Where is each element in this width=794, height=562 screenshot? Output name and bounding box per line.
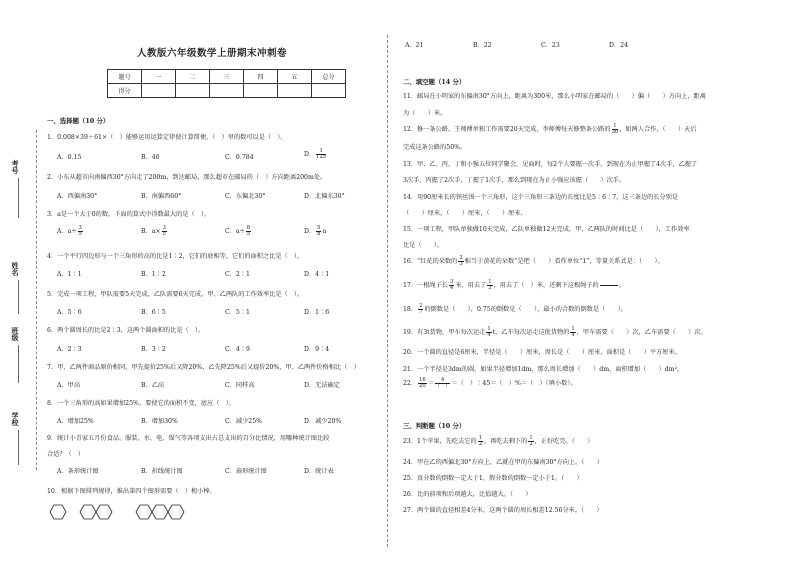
fill-17 [403,280,625,291]
fraction-denominator: 4 [571,332,575,339]
score-table-score-row [108,84,346,98]
margin-label-school: 学校 [11,412,20,426]
fraction-numerator: 1 [316,149,326,155]
fill-16-fraction [458,256,463,267]
fill-21: 21．一个半径是3dm的圆，如果半径增加1dm，那么周长增加（ ）dm，面积增加（ ）dm²。 [403,366,684,373]
fill-18-fraction [418,304,423,315]
q2-option-c: C．东偏北30° [225,193,266,200]
question-1-text: 1．0.008×39＋61×（ ）能够运用运算定律使计算简便，（ ）里的数可以是（ ）。 [47,134,287,141]
q7-option-b: B．乙高 [141,382,165,389]
fill-19-suffix: ，甲车需要（ ）次，乙车需要（ ）次。 [576,329,707,337]
section-heading-true-false: 三、判断题（10 分） [403,422,466,430]
fraction-numerator: 3 [78,225,82,231]
question-6-text: 6．两个圆周长的比是2∶3，这两个圆面积的比是（ ）。 [47,327,205,334]
q9-option-b: B．折线统计图 [141,468,183,475]
q1-option-d [304,149,327,160]
score-table-header-row [108,70,346,84]
fill-19-mid: t，乙车每次运走这批货物的 [492,329,570,337]
fill-16-prefix: 16．“红花的朵数的 [403,258,458,266]
fill-22-fraction-1 [418,378,427,389]
margin-label-exam-number: 考号 [11,160,20,174]
q9-option-d: D．统计表 [304,468,334,475]
q9-option-c: C．扇形统计图 [225,468,267,475]
q2-option-a: A．西偏南30° [57,193,98,200]
fraction-denominator: 5 [162,231,166,238]
margin-fill-line [18,280,19,314]
fraction-numerator: 3 [450,279,454,285]
score-cell[interactable] [312,84,346,98]
q3-d-fraction [316,226,321,237]
page-column-divider [387,35,388,547]
margin-fill-line [18,345,19,383]
hexagon-figure-3-a [136,505,152,519]
fraction-numerator: 4 [435,378,451,384]
q4-option-a: A．1∶1 [57,271,82,278]
fill-16 [403,256,664,267]
fill-15-line-2: 比是（ ）。 [403,242,444,249]
fill-11-line-1: 11．邮局在小明家的东偏南30°方向上，距离为300米，那么小明家在邮局的（ ）偏（ ）方向上，距离 [403,93,706,100]
question-7-text: 7．甲、乙两件商品原价相同，甲先提价25%后又降20%，乙先降25%后又提价20%，甲、乙两件价格相比（ ） [47,364,360,371]
margin-label-class: 班级 [11,327,20,341]
question-4-text: 4．一个平行四边形与一个三角形的高的比是1∶2，它们的底相等，它们的面积之比是（ ）。 [47,253,304,260]
q7-option-a: A．甲高 [57,382,81,389]
judge-23-prefix: 23．1个苹果，先吃去它的 [403,438,477,446]
score-header-cell: 四 [244,70,278,84]
fill-14-line-2: （ ）厘米，（ ）厘米，（ ）厘米。 [403,210,527,217]
fraction-denominator: 5 [78,231,82,238]
fraction-denominator: 4 [450,285,454,292]
fill-19-prefix: 19．有3t货物，甲车每次运走 [403,329,486,337]
q3-b-prefix: B．a× [141,228,161,236]
fill-17-prefix: 17．一根绳子长 [403,282,448,290]
margin-fill-line [18,430,19,465]
score-cell[interactable] [176,84,210,98]
q5-option-c: C．5∶1 [225,309,250,316]
fill-20: 20．一个圆的直径是6厘米，半径是（ ）厘米，周长是（ ）厘米，面积是（ ）平方厘米。 [403,349,681,356]
score-header-cell: 题号 [108,70,142,84]
question-8-text: 8．一个三角形的高如果增加25%，要使它的面积不变，底应（ ）。 [47,400,235,407]
q10-option-a: A．21 [405,42,424,49]
q6-option-b: B．3∶2 [141,346,166,353]
fraction-denominator: （ ） [434,383,451,390]
fraction-denominator: 8 [317,231,321,238]
score-cell[interactable] [244,84,278,98]
fill-18-prefix: 18． [403,306,418,314]
fraction-denominator: 3 [488,285,492,292]
q10-option-c: C．23 [541,42,560,49]
q3-option-b [141,226,168,237]
q1-option-c: C．0.784 [225,154,254,161]
q1-d-prefix: D． [304,151,316,159]
judge-23-fraction-1 [478,436,483,447]
judge-23-mid: ，再吃去剩下的 [484,438,528,446]
q1-option-b: B．46 [141,154,160,161]
fill-18 [403,304,627,315]
q6-option-d: D．9∶4 [304,346,330,353]
fraction-denominator: 125 [316,154,327,161]
fill-17-blank-fraction[interactable] [600,280,618,291]
section-heading-choice: 一、选择题（10 分） [47,117,110,125]
hexagon-figure-1 [50,505,66,519]
q8-option-c: C．减少25% [225,418,263,425]
q4-option-c: C．2∶1 [225,271,250,278]
fraction-denominator: 2 [529,441,533,448]
margin-fill-line [18,178,19,218]
fill-18-suffix: 的倒数是（ ），0.75的倒数是（ ），最小的合数的倒数是（ ）。 [424,306,627,314]
question-2-text: 2．小东从超市向南偏西30°方向走了200m，到达邮局，那么超市在邮局的（ ）方向距离200m处。 [47,174,327,181]
q8-option-d: D．减少20% [304,418,342,425]
score-header-cell: 总分 [312,70,346,84]
score-header-cell: 五 [278,70,312,84]
q3-c-prefix: C．a÷ [225,228,245,236]
hexagon-figure-2-a [80,505,96,519]
fill-17-fraction-2 [487,280,492,291]
fill-17-mid-2: ，用去了（ ）米，还剩下这根绳子的 [493,282,599,290]
q8-option-b: B．增加30% [141,418,178,425]
judge-24: 24．甲在乙的西偏北30°方向上，乙就在甲的东偏南30°方向上。（ ） [403,459,603,466]
margin-label-name: 姓名 [11,262,20,276]
q9-option-a: A．条形统计图 [57,468,99,475]
q5-option-b: B．6∶5 [141,309,166,316]
q3-d-suffix: a [322,228,327,236]
fraction-denominator: 20 [419,383,426,390]
judge-23-fraction-2 [528,436,533,447]
q3-a-fraction [78,226,83,237]
fill-12-line-2: 完成这条公路的50%。 [403,144,467,151]
fill-12-line-1 [403,124,697,135]
fraction-numerator: 2 [419,303,423,309]
fraction-numerator: 2 [459,255,463,261]
question-5-text: 5．完成一项工程，甲队需要5天完成，乙队需要6天完成，甲、乙两队的工作效率比是（ ）。 [47,291,304,298]
q8-option-a: A．增加25% [57,418,94,425]
q7-option-d: D．无法确定 [304,382,340,389]
fraction-numerator: 8 [246,225,251,231]
score-cell[interactable] [142,84,176,98]
q3-option-a [57,226,84,237]
fill-19-fraction-2 [570,327,575,338]
hexagon-figure-2-b [96,505,112,519]
q7-option-c: C．同样高 [225,382,255,389]
score-header-cell: 一 [142,70,176,84]
fill-13-line-2: 3次手，丙握了2次手，丁握了1次手，那么到现在为止小强应该握（ ）次手。 [403,177,626,184]
hexagon-figure-3-c [168,505,184,519]
binding-dashed-line [36,130,37,470]
fill-22-prefix: 22． [403,380,418,388]
q3-b-fraction [162,226,167,237]
fill-19 [403,327,707,338]
score-table [107,69,346,98]
judge-25: 25．真分数的倒数一定大于1，假分数的倒数一定小于1。（ ） [403,475,583,482]
q4-option-b: B．1∶2 [141,271,166,278]
q10-option-d: D．24 [609,42,629,49]
q1-option-a: A．0.15 [57,154,82,161]
score-cell[interactable] [278,84,312,98]
fraction-numerator: 16 [419,377,426,383]
fraction-numerator: 1 [529,435,533,441]
fraction-denominator: 2 [478,441,482,448]
q2-option-d: D．北偏东30° [304,193,345,200]
fill-13-line-1: 13．甲、乙、丙、丁和小强五位同学聚会，见面时，每2个人要握一次手，到现在为止甲握了4次手，乙握了 [403,161,698,168]
q5-option-a: A．5∶6 [57,309,82,316]
q5-option-d: D．1∶6 [304,309,330,316]
judge-23 [403,436,593,447]
question-10-text: 10．根据下图排列规律，推出第四个图形需要（ ）根小棒。 [47,488,216,495]
section-heading-fill-blank: 二、填空题（14 分） [403,78,466,86]
fraction-numerator: 1 [613,123,617,129]
fill-17-suffix: 。 [618,282,625,290]
judge-23-suffix: ，正好吃完。（ ） [534,438,594,446]
fraction-numerator: 1 [478,435,482,441]
fraction-denominator: 3 [459,261,463,268]
fill-22-suffix: ＝（ ）∶45＝（ ）%＝（ ）（填小数）。 [451,380,577,388]
fill-12-prefix: 12．修一条公路，王师傅单独工作需要20天完成，李师傅每天修整条公路的 [403,126,611,134]
question-9-text-line-1: 9．统计小青家五月份食品、服装、水、电、煤气等各项支出占总支出的百分比情况，用哪种统计图比较 [47,435,330,442]
fill-12-suffix: ，如两人合作，（ ）天后 [619,126,697,134]
score-header-cell: 二 [176,70,210,84]
score-cell[interactable] [210,84,244,98]
q3-c-fraction [246,226,251,237]
hexagon-pattern-figures [44,502,214,522]
fill-17-mid-1: 米，用去了 [455,282,487,290]
fraction-numerator: 3 [162,225,166,231]
fraction-numerator: 1 [571,326,575,332]
question-9-text-line-2: 合适？（ ） [47,451,85,458]
fraction-denominator: 4 [487,332,491,339]
q6-option-c: C．4∶9 [225,346,250,353]
q3-option-c [225,226,252,237]
q3-option-d [304,226,326,237]
fraction-denominator: 30 [611,129,619,136]
fraction-numerator: 1 [487,326,491,332]
fraction-numerator: 1 [488,279,492,285]
fill-11-line-2: 为（ ）米。 [403,110,447,117]
fill-22 [403,378,577,389]
score-row-label: 得分 [108,84,142,98]
q10-option-b: B．22 [473,42,492,49]
judge-26: 26．比的前项和后项越大，比值越大。（ ） [403,491,532,498]
fraction-blank-denominator[interactable] [600,286,616,291]
q3-d-prefix: D． [304,228,316,236]
fill-22-mid: ＝ [427,380,434,388]
fraction-numerator: 5 [317,225,321,231]
q1-d-fraction [316,149,326,160]
q2-option-b: B．南偏西60° [141,193,182,200]
fill-15-line-1: 15．一项工程，甲队单独做10天完成，乙队单独做12天完成，甲、乙两队的时间比是（ ），工作效率 [403,226,690,233]
q3-a-prefix: A．a÷ [57,228,77,236]
score-header-cell: 三 [210,70,244,84]
fill-22-fraction-2 [435,378,451,389]
fill-19-fraction-1 [486,327,491,338]
judge-27: 27．两个圆的直径相差4分米，这两个圆的周长相差12.56分米。（ ） [403,507,603,514]
fill-12-fraction [612,124,619,135]
q4-option-d: D．4∶1 [304,271,330,278]
page-title: 人教版六年级数学上册期末冲刺卷 [137,48,288,59]
fraction-denominator: 7 [419,309,423,316]
question-3-text: 3．a是一个大于0的数，下面的算式中得数最大的是（ ）。 [47,211,211,218]
fill-16-suffix: 相当于黄花的朵数”是把（ ）看作单位“1”，等量关系式是：（ ）。 [464,258,664,266]
q6-option-a: A．2∶3 [57,346,82,353]
fraction-denominator: 5 [246,231,251,238]
hexagon-figure-3-b [152,505,168,519]
fill-14-line-1: 14．用90厘米长的铁丝围一个三角形，这个三角形三条边的长度比是5∶6∶7，这三条边的长分别是 [403,194,679,201]
fill-17-fraction-1 [449,280,454,291]
